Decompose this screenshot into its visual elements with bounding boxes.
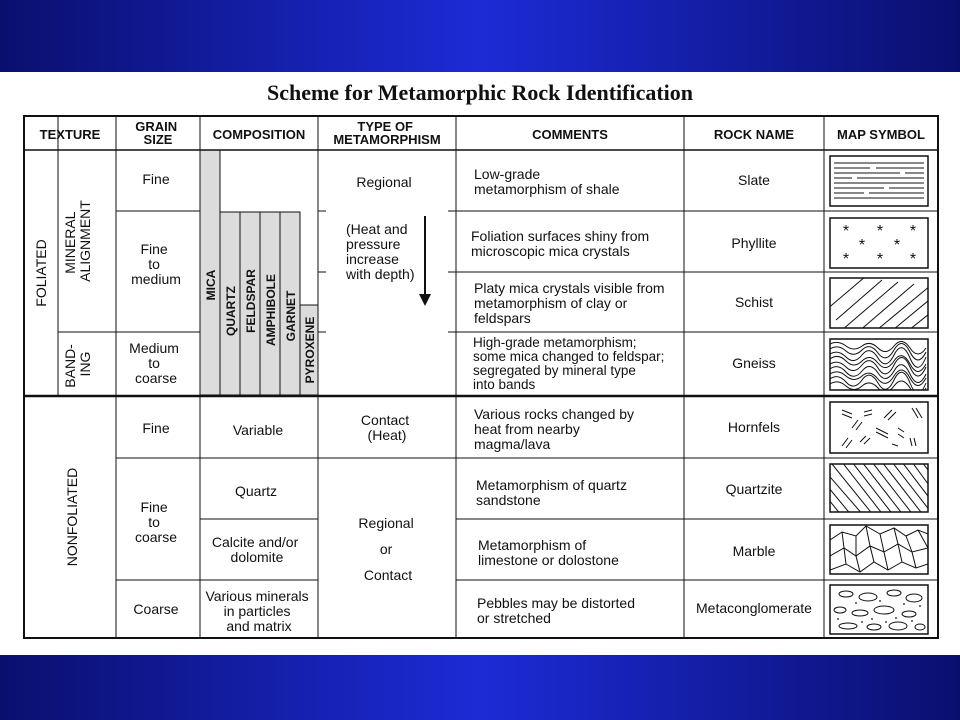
grain-nf-coarse: Coarse	[133, 601, 179, 617]
foliated-label: FOLIATED	[33, 239, 49, 307]
comp-variable: Variable	[232, 422, 284, 438]
comment-metaconglomerate: Pebbles may be distorted or stretched	[477, 595, 635, 626]
grain-nf-fine-coarse: Fine to coarse	[134, 499, 178, 545]
comment-gneiss: High-grade metamorphism; some mica changed to feldspar; segregated by mineral type into bands	[473, 335, 665, 392]
mineral-alignment-label: MINERAL ALIGNMENT	[62, 200, 93, 282]
depth-arrow-icon	[419, 216, 431, 306]
grain-fine-medium: Fine to medium	[131, 241, 181, 287]
svg-text:*: *	[876, 251, 884, 268]
rock-hornfels: Hornfels	[727, 419, 781, 435]
slate-symbol	[830, 156, 928, 206]
header-composition: COMPOSITION	[212, 127, 306, 142]
svg-text:*: *	[893, 237, 901, 254]
schist-symbol	[826, 276, 934, 334]
rock-quartzite: Quartzite	[725, 481, 783, 497]
rock-slate: Slate	[738, 172, 770, 188]
grain-nf-fine: Fine	[142, 420, 170, 436]
comment-marble: Metamorphism of limestone or dolostone	[478, 537, 619, 568]
svg-text:*: *	[909, 251, 917, 268]
grain-medium-coarse: Medium to coarse	[129, 340, 179, 386]
header-rock-name: ROCK NAME	[713, 127, 795, 142]
svg-text:*: *	[842, 223, 850, 240]
banding-label: BAND- ING	[62, 344, 93, 388]
grain-fine: Fine	[142, 171, 170, 187]
type-note: (Heat and pressure increase with depth)	[346, 221, 415, 282]
comment-schist: Platy mica crystals visible from metamorphism of clay or feldspars	[474, 280, 665, 326]
type-regional: Regional	[356, 174, 412, 190]
mineral-amphibole: AMPHIBOLE	[264, 274, 278, 346]
mineral-feldspar: FELDSPAR	[244, 269, 258, 333]
header-texture: TEXTURE	[39, 127, 101, 142]
page-title: Scheme for Metamorphic Rock Identification	[266, 80, 694, 105]
quartzite-symbol	[824, 462, 934, 516]
comment-phyllite: Foliation surfaces shiny from microscopic mica crystals	[471, 228, 650, 259]
comment-slate: Low-grade metamorphism of shale	[474, 166, 620, 197]
rock-metaconglomerate: Metaconglomerate	[696, 600, 812, 616]
bottom-blue-band	[0, 655, 960, 720]
type-regional-contact: Regional or Contact	[358, 515, 414, 583]
rock-phyllite: Phyllite	[731, 235, 777, 251]
comp-calcite: Calcite and/or dolomite	[211, 534, 299, 565]
type-contact: Contact (Heat)	[360, 412, 410, 443]
hornfels-symbol	[830, 402, 928, 453]
comp-quartz: Quartz	[234, 483, 278, 499]
svg-text:*: *	[842, 251, 850, 268]
svg-text:*: *	[909, 223, 917, 240]
header-grain-size: GRAIN SIZE	[135, 119, 178, 147]
comment-hornfels: Various rocks changed by heat from nearby magma/lava	[474, 406, 635, 452]
mineral-garnet: GARNET	[284, 290, 298, 342]
svg-text:*: *	[876, 223, 884, 240]
mineral-quartz: QUARTZ	[224, 286, 238, 336]
metaconglomerate-symbol	[830, 585, 928, 634]
mineral-mica: MICA	[204, 269, 218, 301]
comp-various: Various minerals in particles and matrix	[205, 588, 309, 634]
phyllite-symbol	[830, 218, 928, 268]
header-comments: COMMENTS	[532, 127, 608, 142]
rock-marble: Marble	[732, 543, 776, 559]
gneiss-symbol	[830, 339, 928, 395]
svg-text:*: *	[858, 237, 866, 254]
nonfoliated-label: NONFOLIATED	[64, 467, 80, 567]
comment-quartzite: Metamorphism of quartz sandstone	[476, 477, 627, 508]
rock-schist: Schist	[734, 294, 774, 310]
header-type: TYPE OF METAMORPHISM	[333, 119, 441, 147]
header-map-symbol: MAP SYMBOL	[837, 127, 925, 142]
marble-symbol	[830, 525, 928, 574]
rock-gneiss: Gneiss	[732, 355, 776, 371]
mineral-pyroxene: PYROXENE	[303, 316, 317, 384]
